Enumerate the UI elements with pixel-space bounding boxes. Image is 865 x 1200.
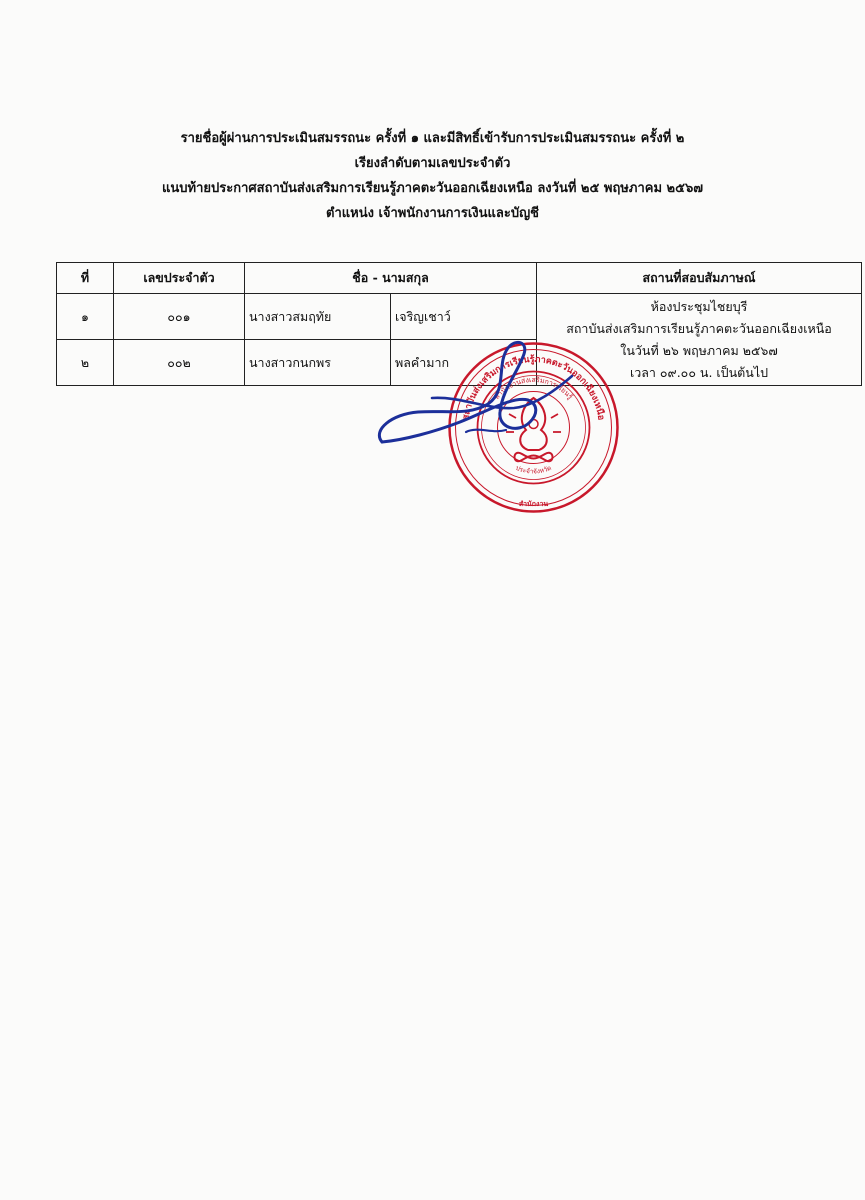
venue-room: ห้องประชุมไชยบุรี (650, 298, 748, 314)
cell-no: ๒ (57, 340, 114, 386)
cell-last-name: เจริญเชาว์ (391, 294, 537, 340)
table-header-row (57, 263, 862, 294)
seal-bottom-text: สำนักงาน (518, 500, 549, 508)
cell-no: ๑ (57, 294, 114, 340)
heading-line-4: ตำแหน่ง เจ้าพนักงานการเงินและบัญชี (326, 206, 539, 221)
svg-text:ประจำจังหวัด (514, 464, 552, 476)
seal-inner-top-text: สำนักงานส่งเสริมการเรียนรู้ (492, 375, 575, 401)
cell-id: ๐๐๒ (114, 340, 245, 386)
signature-icon (368, 330, 583, 460)
heading-line-3: แนบท้ายประกาศสถาบันส่งเสริมการเรียนรู้ภาคตะวันออกเฉียงเหนือ ลงวันที่ ๒๕ พฤษภาคม ๒๕๖๗ (162, 181, 703, 196)
cell-first-name: นางสาวสมฤทัย (245, 294, 391, 340)
cell-id: ๐๐๑ (114, 294, 245, 340)
venue-time: เวลา ๐๙.๐๐ น. เป็นต้นไป (629, 364, 769, 380)
header-no: ที่ (57, 263, 114, 294)
heading-line-1: รายชื่อผู้ผ่านการประเมินสมรรถนะ ครั้งที่ ๑ และมีสิทธิ์เข้ารับการประเมินสมรรถนะ ครั้งที่ ๒ (180, 131, 685, 146)
header-name: ชื่อ - นามสกุล (245, 263, 537, 294)
venue-institute: สถาบันส่งเสริมการเรียนรู้ภาคตะวันออกเฉียงเหนือ (566, 320, 832, 336)
heading-line-2: เรียงลำดับตามเลขประจำตัว (354, 156, 511, 171)
cell-first-name: นางสาวกนกพร (245, 340, 391, 386)
header-id: เลขประจำตัว (114, 263, 245, 294)
venue-date: ในวันที่ ๒๖ พฤษภาคม ๒๕๖๗ (620, 342, 778, 358)
cell-last-name: พลคำมาก (391, 340, 537, 386)
header-venue: สถานที่สอบสัมภาษณ์ (537, 263, 862, 294)
document-heading (0, 126, 865, 226)
seal-inner-bottom-text: ประจำจังหวัด (514, 463, 553, 476)
seal-ring-text: สถาบันส่งเสริมการเรียนรู้ภาคตะวันออกเฉียงเหนือ (461, 354, 606, 421)
